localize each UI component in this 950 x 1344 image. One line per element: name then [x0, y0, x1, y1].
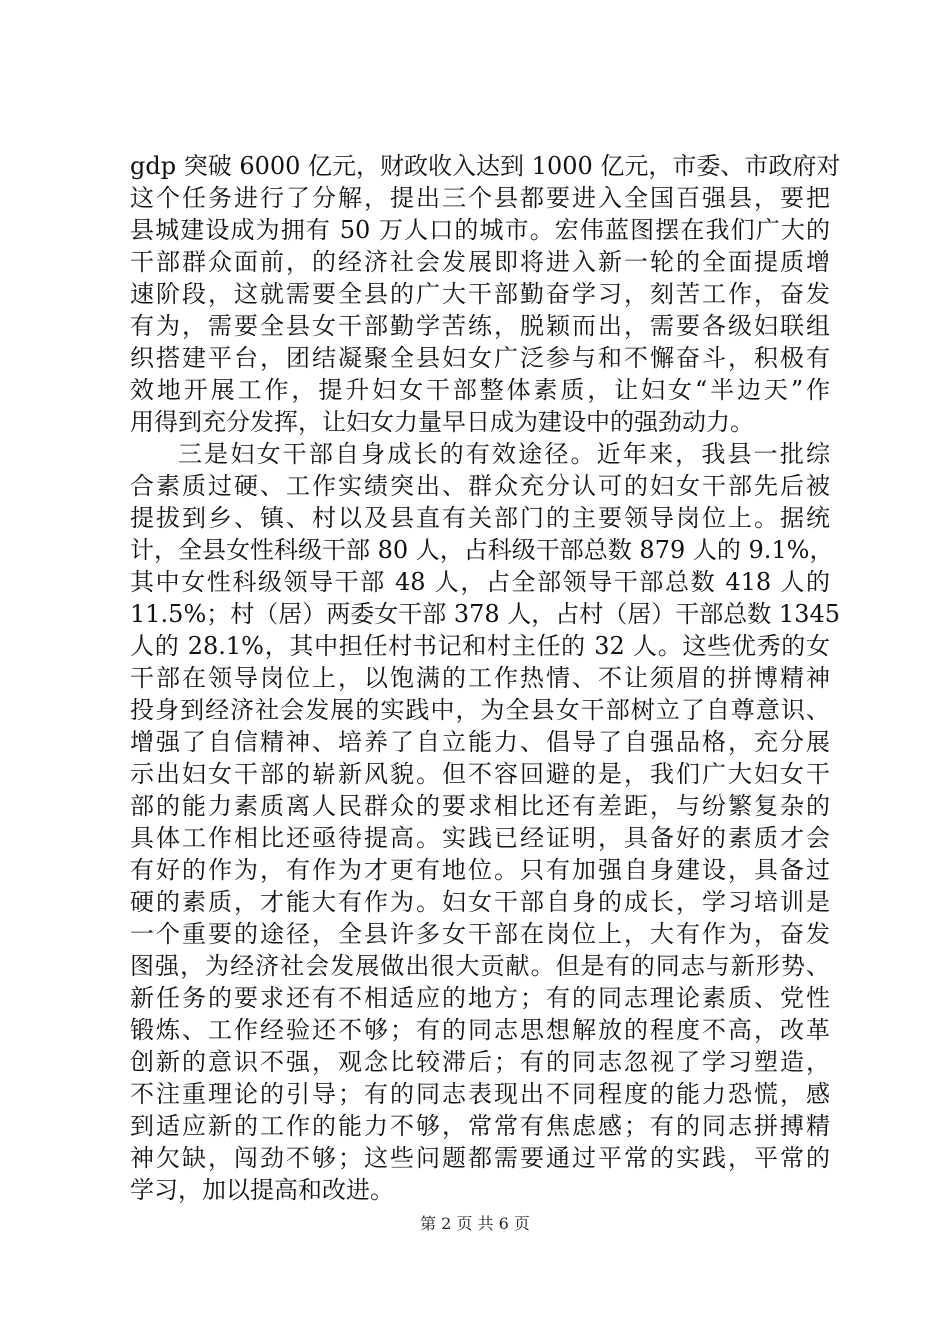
text-line: 学习，加以提高和改进。 [130, 1176, 394, 1204]
page-number-footer: 第 2 页 共 6 页 [420, 1214, 530, 1233]
text-line: 有为，需要全县女干部勤学苦练，脱颖而出，需要各级妇联组 [130, 312, 830, 340]
text-line: 织搭建平台，团结凝聚全县妇女广泛参与和不懈奋斗，积极有 [130, 344, 830, 372]
text-line: 效地开展工作，提升妇女干部整体素质，让妇女“半边天”作 [130, 376, 830, 404]
text-line: 一个重要的途径，全县许多女干部在岗位上，大有作为，奋发 [130, 920, 830, 948]
body-text [130, 150, 841, 1206]
text-line: 锻炼、工作经验还不够；有的同志思想解放的程度不高，改革 [130, 1016, 830, 1044]
text-line: 增强了自信精神、培养了自立能力、倡导了自强品格，充分展 [130, 728, 830, 756]
text-line: 合素质过硬、工作实绩突出、群众充分认可的妇女干部先后被 [130, 472, 830, 500]
text-line: 不注重理论的引导；有的同志表现出不同程度的能力恐慌，感 [130, 1080, 830, 1108]
text-line: 这个任务进行了分解，提出三个县都要进入全国百强县，要把 [130, 184, 830, 212]
text-line: 到适应新的工作的能力不够，常常有焦虑感；有的同志拼搏精 [130, 1112, 830, 1140]
text-line: 干部群众面前，的经济社会发展即将进入新一轮的全面提质增 [130, 248, 830, 276]
text-line: 11.5%；村（居）两委女干部 378 人，占村（居）干部总数 1345 [130, 600, 841, 628]
text-line: 计，全县女性科级干部 80 人，占科级干部总数 879 人的 9.1%， [130, 536, 834, 564]
text-line: 提拔到乡、镇、村以及县直有关部门的主要领导岗位上。据统 [130, 504, 830, 532]
text-line: 用得到充分发挥，让妇女力量早日成为建设中的强劲动力。 [130, 408, 754, 436]
text-line: 图强，为经济社会发展做出很大贡献。但是有的同志与新形势、 [130, 952, 830, 980]
text-line: 具体工作相比还亟待提高。实践已经证明，具备好的素质才会 [130, 824, 830, 852]
text-line: 神欠缺，闯劲不够；这些问题都需要通过平常的实践，平常的 [130, 1144, 830, 1172]
text-line: 投身到经济社会发展的实践中，为全县女干部树立了自尊意识、 [130, 696, 830, 724]
text-line: 有好的作为，有作为才更有地位。只有加强自身建设，具备过 [130, 856, 830, 884]
text-line: 新任务的要求还有不相适应的地方；有的同志理论素质、党性 [130, 984, 830, 1012]
paragraph-first-line: 三是妇女干部自身成长的有效途径。近年来，我县一批综 [178, 440, 830, 468]
text-line: 部的能力素质离人民群众的要求相比还有差距，与纷繁复杂的 [130, 792, 830, 820]
text-line: 速阶段，这就需要全县的广大干部勤奋学习，刻苦工作，奋发 [130, 280, 830, 308]
text-line: 县城建设成为拥有 50 万人口的城市。宏伟蓝图摆在我们广大的 [130, 216, 830, 244]
text-line: gdp 突破 6000 亿元，财政收入达到 1000 亿元，市委、市政府对 [130, 152, 841, 180]
text-line: 其中女性科级领导干部 48 人，占全部领导干部总数 418 人的 [130, 568, 830, 596]
text-line: 硬的素质，才能大有作为。妇女干部自身的成长，学习培训是 [130, 888, 830, 916]
text-line: 人的 28.1%，其中担任村书记和村主任的 32 人。这些优秀的女 [130, 632, 830, 660]
text-line: 创新的意识不强，观念比较滞后；有的同志忽视了学习塑造， [130, 1048, 830, 1076]
text-line: 干部在领导岗位上，以饱满的工作热情、不让须眉的拼博精神 [130, 664, 830, 692]
text-line: 示出妇女干部的崭新风貌。但不容回避的是，我们广大妇女干 [130, 760, 830, 788]
